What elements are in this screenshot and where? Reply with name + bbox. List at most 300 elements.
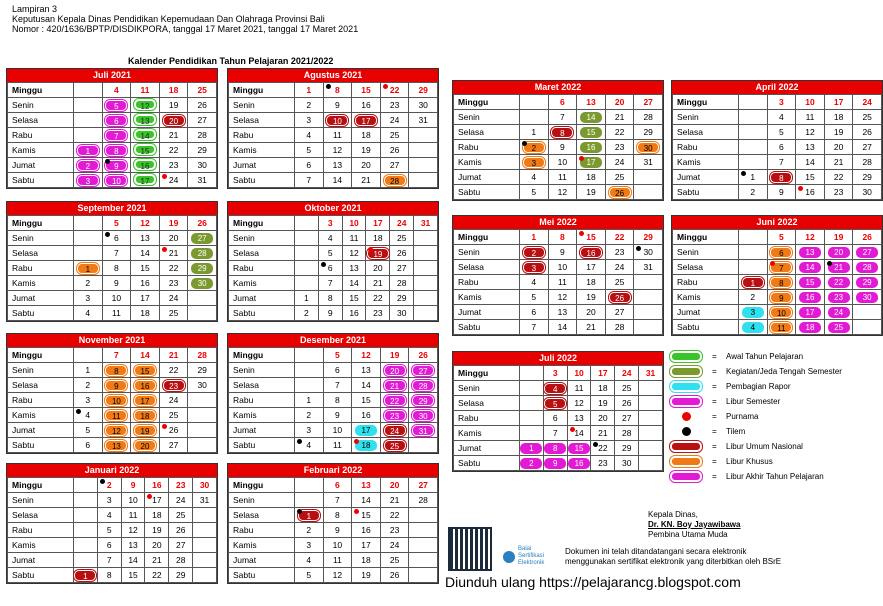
- date-cell: 3: [74, 291, 103, 306]
- bsre-line1: Dokumen ini telah ditandatangani secara elektronik: [565, 546, 747, 556]
- date-cell: 21: [352, 173, 381, 188]
- tilem-dot-icon: [326, 84, 331, 89]
- date-marker-umum: 24: [384, 425, 406, 436]
- date-cell: 24: [169, 493, 193, 508]
- legend-equals: =: [712, 397, 717, 406]
- month-title: Juli 2022: [453, 352, 663, 365]
- month-grid: [7, 347, 217, 453]
- table-row: [229, 128, 438, 143]
- date-cell: 27: [605, 305, 634, 320]
- date-marker-khus: 8: [770, 277, 792, 288]
- date-cell: 4: [97, 508, 121, 523]
- date-cell: 6: [323, 478, 352, 493]
- tilem-dot-icon: [105, 159, 110, 164]
- date-cell: 25: [380, 128, 409, 143]
- date-cell: 14: [352, 378, 381, 393]
- day-label: Minggu: [673, 95, 739, 110]
- date-cell: 16: [342, 306, 366, 321]
- date-cell: 2: [739, 185, 768, 200]
- date-cell: [767, 290, 796, 305]
- date-cell: 1: [295, 83, 324, 98]
- date-cell: 26: [169, 523, 193, 538]
- date-cell: 8: [323, 393, 352, 408]
- date-cell: 14: [796, 155, 825, 170]
- date-cell: [102, 173, 131, 188]
- date-cell: 19: [159, 216, 188, 231]
- date-cell: [74, 538, 98, 553]
- day-label: Sabtu: [229, 306, 295, 321]
- date-cell: 23: [380, 523, 409, 538]
- date-cell: [352, 423, 381, 438]
- date-marker-libsem: 2: [77, 160, 99, 171]
- month-title: Februari 2022: [228, 464, 438, 477]
- table-row: [454, 411, 663, 426]
- date-cell: [409, 173, 438, 188]
- date-cell: 23: [169, 478, 193, 493]
- day-label: Selasa: [229, 508, 295, 523]
- date-cell: 21: [366, 276, 390, 291]
- day-label: Sabtu: [454, 456, 520, 471]
- month-9: [452, 80, 664, 201]
- date-cell: 7: [102, 348, 131, 363]
- date-cell: 10: [548, 155, 577, 170]
- day-label: Selasa: [8, 378, 74, 393]
- date-cell: [295, 508, 324, 523]
- legend-swatch-icon: [670, 411, 702, 422]
- date-cell: 21: [159, 128, 188, 143]
- date-cell: 4: [318, 231, 342, 246]
- date-cell: 5: [102, 216, 131, 231]
- date-cell: [193, 568, 217, 583]
- month-title: Mei 2022: [453, 216, 663, 229]
- date-cell: 5: [520, 290, 549, 305]
- date-cell: 26: [159, 423, 188, 438]
- day-label: Jumat: [229, 158, 295, 173]
- table-row: [8, 553, 217, 568]
- month-grid: [228, 215, 438, 321]
- legend-equals: =: [712, 442, 717, 451]
- date-marker-libsem: 21: [384, 380, 406, 391]
- date-cell: [295, 216, 319, 231]
- date-cell: 14: [131, 246, 160, 261]
- date-cell: 27: [634, 95, 663, 110]
- date-cell: [548, 125, 577, 140]
- table-row: [454, 305, 663, 320]
- table-row: [229, 493, 438, 508]
- date-cell: [188, 261, 217, 276]
- month-10: [671, 80, 883, 201]
- date-cell: [767, 320, 796, 335]
- legend-label: Libur Akhir Tahun Pelajaran: [726, 472, 824, 481]
- month-grid: [7, 215, 217, 321]
- date-cell: [188, 423, 217, 438]
- table-row: [454, 185, 663, 200]
- date-cell: [639, 411, 663, 426]
- date-cell: [102, 128, 131, 143]
- date-marker-khus: 12: [105, 425, 127, 436]
- day-label: Jumat: [454, 170, 520, 185]
- date-cell: [767, 260, 796, 275]
- legend-item: [670, 454, 870, 469]
- day-label: Kamis: [229, 408, 295, 423]
- day-label: Rabu: [673, 275, 739, 290]
- date-marker-khus: 8: [105, 365, 127, 376]
- date-cell: 15: [352, 393, 381, 408]
- date-cell: [414, 306, 438, 321]
- date-cell: [639, 381, 663, 396]
- date-cell: [409, 378, 438, 393]
- date-cell: 10: [121, 493, 145, 508]
- date-cell: 11: [548, 170, 577, 185]
- date-cell: 22: [159, 363, 188, 378]
- table-row: [8, 216, 217, 231]
- table-row: [8, 128, 217, 143]
- date-cell: [739, 275, 768, 290]
- date-marker-keg: 29: [191, 263, 213, 274]
- date-cell: 10: [323, 423, 352, 438]
- date-cell: 19: [577, 185, 606, 200]
- date-cell: 9: [121, 478, 145, 493]
- date-cell: 13: [342, 261, 366, 276]
- date-cell: [193, 508, 217, 523]
- table-row: [454, 125, 663, 140]
- date-cell: 6: [548, 95, 577, 110]
- date-cell: 4: [295, 438, 324, 453]
- day-label: Kamis: [454, 426, 520, 441]
- legend-label: Libur Umum Nasional: [726, 442, 803, 451]
- date-cell: 11: [548, 275, 577, 290]
- date-cell: 4: [520, 275, 549, 290]
- day-label: Kamis: [229, 143, 295, 158]
- date-cell: 28: [615, 426, 639, 441]
- date-cell: 21: [145, 553, 169, 568]
- date-cell: [193, 523, 217, 538]
- date-cell: 26: [615, 396, 639, 411]
- date-cell: 3: [318, 216, 342, 231]
- table-row: [229, 478, 438, 493]
- date-marker-awal: 14: [134, 129, 156, 140]
- date-cell: 5: [767, 125, 796, 140]
- date-marker-keg: 15: [580, 127, 602, 138]
- date-cell: 22: [605, 125, 634, 140]
- date-marker-khus: 9: [105, 380, 127, 391]
- date-cell: [639, 441, 663, 456]
- table-row: [229, 363, 438, 378]
- date-cell: 24: [605, 260, 634, 275]
- date-cell: 18: [366, 231, 390, 246]
- date-cell: 20: [380, 478, 409, 493]
- date-cell: [380, 438, 409, 453]
- date-cell: [577, 140, 606, 155]
- table-row: [673, 185, 882, 200]
- date-cell: 16: [352, 408, 381, 423]
- date-cell: 11: [323, 438, 352, 453]
- legend-swatch-icon: [670, 471, 702, 482]
- date-cell: 12: [567, 396, 591, 411]
- date-cell: [74, 158, 103, 173]
- date-cell: 26: [188, 98, 217, 113]
- date-cell: [352, 438, 381, 453]
- date-cell: 12: [323, 568, 352, 583]
- date-cell: 26: [409, 348, 438, 363]
- legend-swatch-icon: [670, 426, 702, 437]
- date-marker-umum: 1: [74, 570, 96, 581]
- table-row: [8, 393, 217, 408]
- date-cell: [577, 155, 606, 170]
- date-cell: 3: [295, 538, 324, 553]
- day-label: Jumat: [229, 291, 295, 306]
- date-marker-libakhir: 8: [544, 443, 566, 454]
- date-cell: [567, 441, 591, 456]
- signature-title: Kepala Dinas,: [648, 510, 698, 519]
- table-row: [229, 523, 438, 538]
- date-cell: 12: [342, 246, 366, 261]
- day-label: Kamis: [8, 538, 74, 553]
- table-row: [8, 348, 217, 363]
- month-title: Oktober 2021: [228, 202, 438, 215]
- date-cell: 12: [796, 230, 825, 245]
- date-marker-khus: 1: [77, 263, 99, 274]
- date-cell: 6: [97, 538, 121, 553]
- date-cell: 30: [188, 158, 217, 173]
- date-cell: 24: [390, 216, 414, 231]
- day-label: Selasa: [8, 113, 74, 128]
- day-label: Sabtu: [454, 320, 520, 335]
- table-row: [8, 143, 217, 158]
- date-cell: 31: [193, 493, 217, 508]
- month-title: November 2021: [7, 334, 217, 347]
- date-cell: [193, 538, 217, 553]
- table-row: [229, 158, 438, 173]
- date-cell: 15: [342, 291, 366, 306]
- date-cell: [824, 305, 853, 320]
- day-label: Selasa: [229, 113, 295, 128]
- date-cell: 3: [767, 95, 796, 110]
- table-row: [8, 493, 217, 508]
- date-cell: [520, 140, 549, 155]
- date-cell: 14: [131, 348, 160, 363]
- date-cell: [639, 426, 663, 441]
- purnama-dot-icon: [162, 247, 167, 252]
- date-cell: 31: [639, 366, 663, 381]
- date-cell: 4: [102, 83, 131, 98]
- table-row: [673, 155, 882, 170]
- date-cell: [74, 216, 103, 231]
- purnama-dot-icon: [770, 261, 775, 266]
- date-cell: 17: [366, 216, 390, 231]
- date-cell: [102, 158, 131, 173]
- legend-swatch-icon: [670, 396, 702, 407]
- month-grid: [453, 365, 663, 471]
- date-cell: [520, 411, 544, 426]
- month-grid: [228, 477, 438, 583]
- date-marker-libsem: 7: [105, 130, 127, 141]
- date-marker-libsem: 1: [77, 145, 99, 156]
- date-cell: [409, 553, 438, 568]
- date-cell: [739, 245, 768, 260]
- date-cell: [74, 83, 103, 98]
- date-marker-khus: 16: [134, 380, 156, 391]
- month-title: Juni 2022: [672, 216, 882, 229]
- day-label: Rabu: [454, 140, 520, 155]
- date-marker-umum: 1: [298, 510, 320, 521]
- date-cell: 12: [796, 125, 825, 140]
- date-cell: 24: [159, 393, 188, 408]
- date-cell: [543, 381, 567, 396]
- date-cell: [577, 245, 606, 260]
- date-cell: 11: [131, 83, 160, 98]
- date-marker-libsem: 30: [412, 410, 434, 421]
- date-marker-keg: 16: [580, 142, 602, 153]
- table-row: [8, 568, 217, 583]
- day-label: Jumat: [454, 305, 520, 320]
- date-cell: 22: [380, 83, 409, 98]
- date-cell: [380, 393, 409, 408]
- date-cell: 28: [188, 128, 217, 143]
- date-cell: [159, 113, 188, 128]
- header-line2: Keputusan Kepala Dinas Pendidikan Kepemudaan Dan Olahraga Provinsi Bali: [12, 14, 325, 24]
- date-cell: [767, 170, 796, 185]
- legend-label: Kegiatan/Jeda Tengah Semester: [726, 367, 842, 376]
- legend-equals: =: [712, 382, 717, 391]
- bsre-note: [503, 546, 781, 567]
- date-cell: [188, 291, 217, 306]
- date-marker-khus: 13: [105, 440, 127, 451]
- date-marker-libsem: 20: [384, 365, 406, 376]
- date-cell: [409, 523, 438, 538]
- date-cell: 9: [323, 523, 352, 538]
- date-cell: 5: [97, 523, 121, 538]
- date-cell: 9: [323, 98, 352, 113]
- day-label: Rabu: [454, 275, 520, 290]
- date-cell: [414, 276, 438, 291]
- table-row: [229, 231, 438, 246]
- table-row: [454, 456, 663, 471]
- date-cell: 26: [380, 143, 409, 158]
- date-cell: 26: [853, 125, 882, 140]
- date-cell: [366, 246, 390, 261]
- day-label: Selasa: [8, 246, 74, 261]
- date-marker-rapor: 3: [742, 307, 764, 318]
- date-cell: [739, 230, 768, 245]
- day-label: Rabu: [8, 523, 74, 538]
- date-cell: [634, 140, 663, 155]
- day-label: Senin: [673, 245, 739, 260]
- date-cell: [824, 320, 853, 335]
- date-cell: 4: [74, 306, 103, 321]
- day-label: Rabu: [229, 261, 295, 276]
- date-marker-libsem: 23: [384, 410, 406, 421]
- date-cell: [824, 275, 853, 290]
- legend-item: [670, 349, 870, 364]
- date-cell: 23: [605, 140, 634, 155]
- date-cell: [409, 508, 438, 523]
- date-cell: 18: [352, 128, 381, 143]
- table-row: [454, 275, 663, 290]
- day-label: Sabtu: [454, 185, 520, 200]
- date-cell: 20: [591, 411, 615, 426]
- day-label: Jumat: [673, 170, 739, 185]
- date-cell: 28: [634, 110, 663, 125]
- date-cell: 6: [102, 231, 131, 246]
- day-label: Jumat: [8, 158, 74, 173]
- month-grid: [228, 82, 438, 188]
- date-cell: 21: [605, 110, 634, 125]
- date-marker-umum: 20: [163, 115, 185, 126]
- table-row: [673, 260, 882, 275]
- day-label: Selasa: [229, 246, 295, 261]
- purnama-dot-icon: [798, 186, 803, 191]
- date-cell: 6: [543, 411, 567, 426]
- date-cell: [853, 305, 882, 320]
- date-cell: 3: [543, 366, 567, 381]
- date-cell: [409, 438, 438, 453]
- date-cell: 18: [591, 381, 615, 396]
- date-cell: [295, 246, 319, 261]
- day-label: Senin: [8, 493, 74, 508]
- date-marker-khus: 9: [770, 292, 792, 303]
- date-cell: [409, 393, 438, 408]
- tilem-dot-icon: [105, 232, 110, 237]
- date-cell: 9: [767, 185, 796, 200]
- date-cell: [74, 568, 98, 583]
- date-marker-khus: 17: [134, 395, 156, 406]
- date-marker-rapor: 17: [355, 425, 377, 436]
- day-label: Senin: [229, 363, 295, 378]
- date-cell: 31: [409, 113, 438, 128]
- table-row: [8, 98, 217, 113]
- table-row: [673, 305, 882, 320]
- day-label: Sabtu: [8, 306, 74, 321]
- date-cell: 12: [548, 185, 577, 200]
- day-label: Senin: [229, 493, 295, 508]
- date-cell: 23: [366, 306, 390, 321]
- date-marker-libakhir: 13: [799, 247, 821, 258]
- date-cell: 18: [131, 306, 160, 321]
- date-cell: [520, 155, 549, 170]
- day-label: Kamis: [229, 538, 295, 553]
- date-cell: 19: [352, 568, 381, 583]
- date-cell: 23: [159, 276, 188, 291]
- date-marker-khus: 28: [384, 175, 406, 186]
- date-cell: [634, 305, 663, 320]
- day-label: Rabu: [673, 140, 739, 155]
- date-cell: 24: [159, 173, 188, 188]
- date-cell: [188, 408, 217, 423]
- day-label: Kamis: [8, 143, 74, 158]
- date-marker-libakhir: 16: [568, 458, 590, 469]
- date-cell: 13: [796, 140, 825, 155]
- table-row: [454, 170, 663, 185]
- date-cell: 27: [615, 411, 639, 426]
- date-marker-libakhir: 27: [856, 247, 878, 258]
- date-cell: [188, 306, 217, 321]
- table-row: [8, 438, 217, 453]
- table-row: [229, 538, 438, 553]
- table-row: [454, 155, 663, 170]
- date-marker-khus: 10: [770, 307, 792, 318]
- tilem-dot-icon: [636, 246, 641, 251]
- date-cell: [543, 396, 567, 411]
- date-cell: 15: [352, 83, 381, 98]
- legend-item: [670, 394, 870, 409]
- day-label: Rabu: [454, 411, 520, 426]
- date-marker-libsem: 31: [412, 425, 434, 436]
- table-row: [229, 438, 438, 453]
- date-cell: 20: [159, 231, 188, 246]
- date-cell: [767, 305, 796, 320]
- date-marker-khus: 20: [134, 440, 156, 451]
